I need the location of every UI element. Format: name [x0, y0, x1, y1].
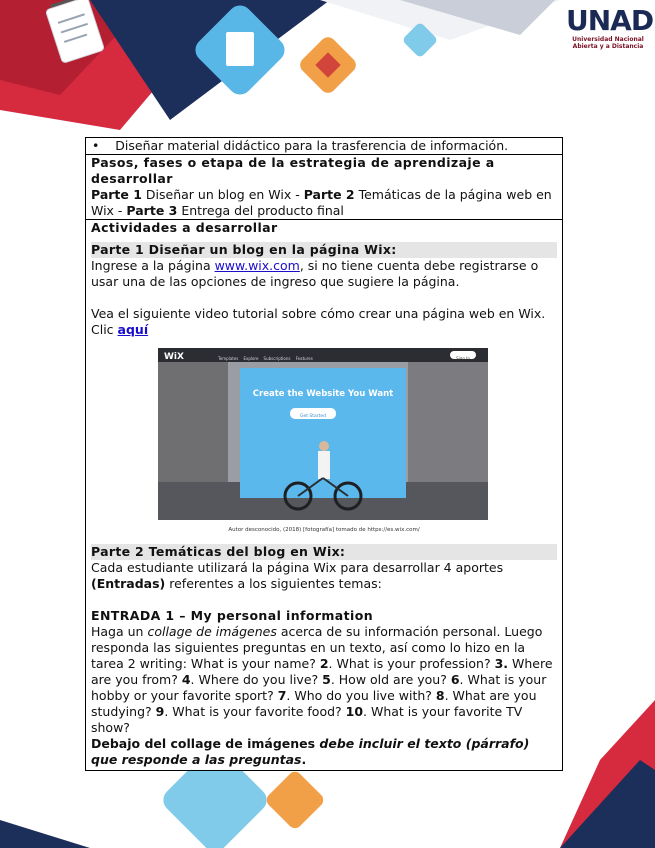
q-text: . What is your favorite food?	[164, 704, 346, 719]
entry1-heading: ENTRADA 1 – My personal information	[91, 608, 373, 623]
box-tile-icon	[297, 34, 359, 96]
part1-text: Diseñar un blog en Wix -	[141, 187, 304, 202]
activities-heading: Actividades a desarrollar	[91, 220, 278, 235]
steps-text	[91, 187, 557, 219]
logo-line-1: Universidad Nacional	[572, 36, 644, 43]
q-text: . What is your favorite TV show?	[91, 704, 523, 735]
entry1-before: Haga un	[91, 624, 148, 639]
wix-headline: Create the Website You Want	[252, 389, 394, 399]
part1-p1-after: , si no tiene cuenta debe registrarse o usar una de las opciones de ingreso que sugiere la página.	[91, 258, 539, 289]
wix-nav	[218, 351, 313, 367]
part2-intro	[91, 560, 557, 592]
nav-item: Subscriptions	[263, 356, 291, 361]
objective-row	[86, 138, 562, 155]
q-number: 9	[155, 704, 165, 719]
logo-line-2: Abierta y a Distancia	[572, 43, 644, 50]
wix-screenshot-image	[158, 348, 488, 520]
unad-logo	[566, 4, 654, 50]
nav-item: Templates	[218, 356, 239, 361]
q-text: . What are you studying?	[91, 688, 537, 719]
footer-orange-tile	[264, 769, 326, 831]
entry1-italic: collage de imágenes	[147, 624, 277, 639]
entry1-text	[91, 624, 557, 736]
part2-intro-after: referentes a los siguientes temas:	[165, 576, 382, 591]
nav-item: Features	[295, 356, 313, 361]
part3-label: Parte 3	[126, 203, 178, 218]
closing-end: .	[301, 752, 307, 767]
part2-intro-before: Cada estudiante utilizará la página Wix para desarrollar 4 aportes	[91, 560, 504, 575]
part3-text: Entrega del producto final	[177, 203, 344, 218]
q-number: 2	[319, 656, 329, 671]
nav-item: Explore	[243, 356, 259, 361]
part1-paragraph-2	[91, 306, 557, 338]
activity-table	[85, 137, 563, 771]
closing-bold: Debajo del collage de imágenes	[91, 736, 320, 751]
q-text: . Where do you live?	[190, 672, 323, 687]
q-text: Where are you from?	[91, 656, 553, 687]
q-number: 5	[322, 672, 331, 687]
entry1-after: acerca de su información personal. Luego responda las siguientes preguntas en un texto, así como lo hizo en la tarea 2 writing: What is your name?	[91, 624, 543, 671]
closing-bold-italic: debe incluir el texto (párrafo) que responde a las preguntas	[91, 736, 530, 767]
part2-text: Temáticas de la página web en Wix -	[91, 187, 552, 218]
wix-get-started: Get Started	[299, 414, 327, 419]
q-number: 4	[181, 672, 191, 687]
part2-label: Parte 2	[303, 187, 355, 202]
q-number: 6	[450, 672, 460, 687]
part2-heading: Parte 2 Temáticas del blog en Wix:	[91, 544, 557, 560]
q-text: . Who do you live with?	[286, 688, 436, 703]
logo-mark: UNAD	[566, 4, 654, 37]
wix-signin: Sign In	[456, 356, 470, 361]
part1-p2-before: Vea el siguiente video tutorial sobre cómo crear una página web en Wix. Clic	[91, 306, 546, 337]
q-number: 8	[435, 688, 445, 703]
part1-heading: Parte 1 Diseñar un blog en la página Wix:	[91, 242, 557, 258]
image-caption: Autor desconocido, (2018) [fotografía] tomado de https://es.wix.com/	[228, 527, 420, 533]
wix-brand: WiX	[164, 352, 184, 362]
closing-note	[91, 736, 557, 768]
part1-paragraph-1	[91, 258, 557, 290]
bullet-icon: •	[92, 138, 100, 153]
q-text: . How old are you?	[330, 672, 451, 687]
wix-link[interactable]: www.wix.com	[214, 258, 300, 273]
navy-footer-left-shape	[0, 820, 90, 848]
part1-label: Parte 1	[91, 187, 142, 202]
part1-p1-before: Ingrese a la página	[91, 258, 215, 273]
q-number: 3.	[494, 656, 509, 671]
q-text: . What is your hobby or your favorite sport?	[91, 672, 547, 703]
objective-text: Diseñar material didáctico para la trasferencia de información.	[115, 138, 509, 153]
q-text: . What is your profession?	[328, 656, 495, 671]
activities-row	[86, 220, 562, 768]
steps-heading: Pasos, fases o etapa de la estrategia de aprendizaje a desarrollar	[91, 155, 495, 186]
steps-row	[86, 155, 562, 220]
q-number: 7	[277, 688, 287, 703]
q-number: 10	[345, 704, 364, 719]
part2-intro-bold: (Entradas)	[91, 576, 166, 591]
tutorial-link[interactable]: aquí	[117, 322, 149, 337]
